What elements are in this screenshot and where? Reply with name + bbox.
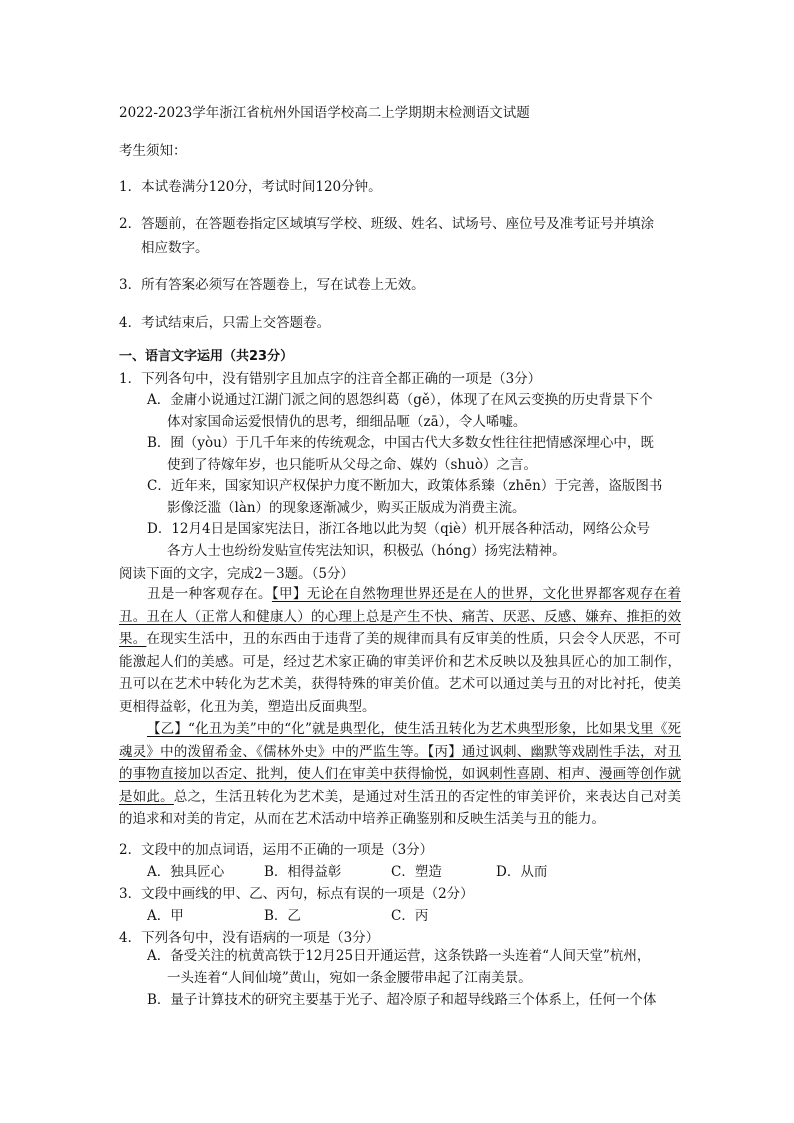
notice-item: 4．考试结束后，只需上交答题卷。 bbox=[119, 315, 331, 331]
notice-item: 1．本试卷满分120分，考试时间120分钟。 bbox=[119, 179, 382, 195]
question-1-stem: 1．下列各句中，没有错别字且加点字的注音全都正确的一项是（3分） bbox=[119, 371, 542, 387]
reading-paragraph-2: 【乙】“化丑为美”中的“化”就是典型化，使生活丑转化为艺术典型形象，比如果戈里《死魂灵》中的泼留希金、《儒林外史》中的严监生等。【丙】通过讽刺、幽默等戏剧性手法，对丑的事物直接加以否定、批判，使人们在审美中获得愉悦，如讽刺性喜剧、相声、漫画等创作就是如此。总之，生活丑转化为艺术美，是通过对生活丑的否定性的审美评价，来表达自己对美的追求和对美的肯定，从而在艺术活动中培养正确鉴别和反映生活美与丑的能力。 bbox=[119, 721, 682, 827]
section-heading: 一、语言文字运用（共23分） bbox=[119, 349, 294, 364]
q1-option-d: D．12月4日是国家宪法日，浙江各地以此为契（qiè）机开展各种活动，网络公众号 各方人士也纷纷发贴宣传宪法知识，积极弘（hóng）扬宪法精神。 bbox=[147, 521, 651, 559]
q2-option-a: A．独具匠心 bbox=[147, 864, 225, 880]
question-2-stem: 2．文段中的加点词语，运用不正确的一项是（3分） bbox=[119, 842, 434, 858]
q3-option-b: B．乙 bbox=[264, 908, 301, 924]
q2-options bbox=[147, 860, 547, 880]
q4-option-b: B．量子计算技术的研究主要基于光子、超冷原子和超导线路三个体系上，任何一个体 bbox=[147, 992, 657, 1008]
notice-item: 3．所有答案必须写在答题卷上，写在试卷上无效。 bbox=[119, 277, 425, 293]
sentence-yi: 【乙】“化丑为美”中的“化”就是典型化，使生活丑转化为艺术典型形象，比如果戈里《死魂灵》中的泼留希金、《儒林外史》中的严监生等。 bbox=[119, 721, 681, 760]
notice-item: 2．答题前，在答题卷指定区域填写学校、班级、姓名、试场号、座位号及准考证号并填涂 相应数字。 bbox=[119, 216, 655, 256]
q2-option-c: C．塑造 bbox=[391, 864, 442, 880]
reading-intro: 阅读下面的文字，完成2－3题。（5分） bbox=[119, 566, 355, 582]
q2-option-b: B．相得益彰 bbox=[264, 864, 342, 880]
q2-option-d: D．从而 bbox=[496, 864, 548, 880]
q1-option-a: A．金庸小说通过江湖门派之间的恩怨纠葛（gě），体现了在风云变换的历史背景下个 体对家国命运爱恨情仇的思考，细细品咂（zā），令人唏嘘。 bbox=[147, 392, 653, 430]
q1-option-b: B．囿（yòu）于几千年来的传统观念，中国古代大多数女性往往把情感深埋心中，既 使到了待嫁年岁，也只能听从父母之命、媒妁（shuò）之言。 bbox=[147, 435, 654, 473]
q1-option-c: C．近年来，国家知识产权保护力度不断加大，政策体系臻（zhēn）于完善，盗版图书 影像泛滥（làn）的现象逐渐减少，购买正版成为消费主流。 bbox=[147, 478, 663, 516]
sentence-jia: 【甲】无论在自然物理世界还是在人的世界，文化世界都客观存在着丑。丑在人（正常人和健康人）的心理上总是产生不快、痛苦、厌恶、反感、嫌弃、推拒的效果。 bbox=[119, 586, 681, 647]
sentence-bing: 【丙】通过讽刺、幽默等戏剧性手法，对丑的事物直接加以否定、批判，使人们在审美中获得愉悦，如讽刺性喜剧、相声、漫画等创作就是如此。 bbox=[119, 743, 682, 805]
notice-heading: 考生须知： bbox=[119, 143, 187, 159]
reading-paragraph-1: 丑是一种客观存在。【甲】无论在自然物理世界还是在人的世界，文化世界都客观存在着丑。丑在人（正常人和健康人）的心理上总是产生不快、痛苦、厌恶、反感、嫌弃、推拒的效果。在现实生活中，丑的东西由于违背了美的规律而具有反审美的性质，只会令人厌恶，不可能激起人们的美感。可是，经过艺术家正确的审美评价和艺术反映以及独具匠心的加工制作，丑可以在艺术中转化为艺术美，获得特殊的审美价值。艺术可以通过美与丑的对比衬托，使美更相得益彰，化丑为美，塑造出反面典型。 bbox=[119, 586, 682, 715]
q3-options bbox=[147, 904, 428, 924]
q3-option-a: A．甲 bbox=[147, 908, 184, 924]
q4-option-a: A．备受关注的杭黄高铁于12月25日开通运营，这条铁路一头连着“人间天堂”杭州， 一头连着“人间仙境”黄山，宛如一条金腰带串起了江南美景。 bbox=[147, 948, 651, 986]
question-3-stem: 3．文段中画线的甲、乙、丙句，标点有误的一项是（2分） bbox=[119, 886, 474, 902]
question-4-stem: 4．下列各句中，没有语病的一项是（3分） bbox=[119, 930, 380, 946]
q3-option-c: C．丙 bbox=[391, 908, 429, 924]
page-title: 2022-2023学年浙江省杭州外国语学校高二上学期期末检测语文试题 bbox=[119, 105, 530, 121]
